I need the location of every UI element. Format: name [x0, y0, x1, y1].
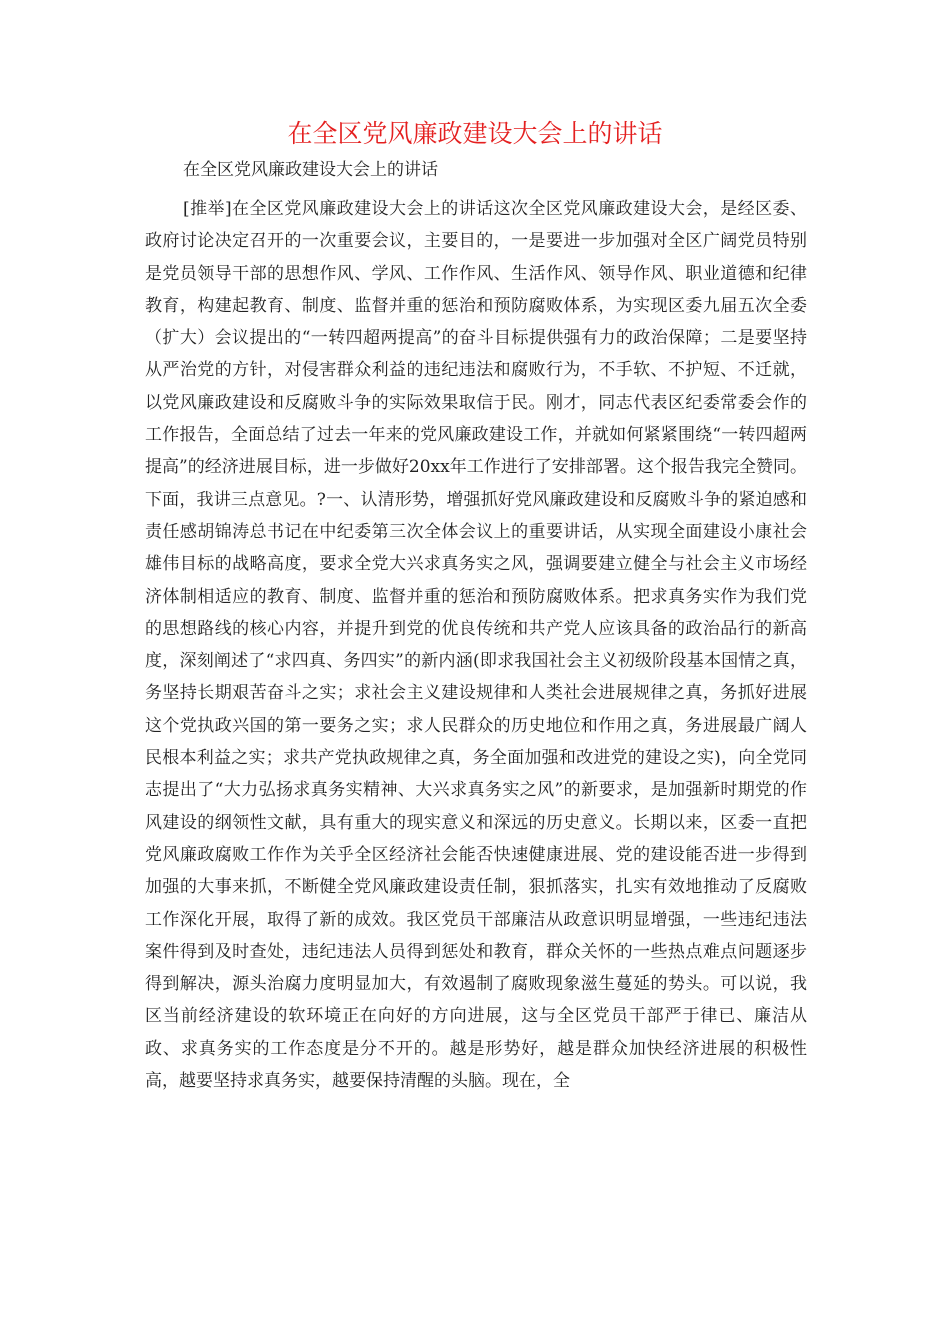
document-title: 在全区党风廉政建设大会上的讲话 — [287, 119, 663, 148]
document-subtitle: 在全区党风廉政建设大会上的讲话 — [183, 160, 438, 180]
document-body-paragraph: [推举]在全区党风廉政建设大会上的讲话这次全区党风廉政建设大会，是经区委、政府讨论决定召开的一次重要会议，主要目的，一是要进一步加强对全区广阔党员特别是党员领导干部的思想作风、学风、工作作风、生活作风、领导作风、职业道德和纪律教育，构建起教育、制度、监督并重的惩治和预防腐败体系，为实现区委九届五次全委（扩大）会议提出的“一转四超两提高”的奋斗目标提供强有力的政治保障；二是要坚持从严治党的方针，对侵害群众利益的违纪违法和腐败行为，不手软、不护短、不迁就，以党风廉政建设和反腐败斗争的实际效果取信于民。刚才，同志代表区纪委常委会作的工作报告，全面总结了过去一年来的党风廉政建设工作，并就如何紧紧围绕“一转四超两提高”的经济进展目标，进一步做好20xx年工作进行了安排部署。这个报告我完全赞同。下面，我讲三点意见。?一、认清形势，增强抓好党风廉政建设和反腐败斗争的紧迫感和责任感胡锦涛总书记在中纪委第三次全体会议上的重要讲话，从实现全面建设小康社会雄伟目标的战略高度，要求全党大兴求真务实之风，强调要建立健全与社会主义市场经济体制相适应的教育、制度、监督并重的惩治和预防腐败体系。把求真务实作为我们党的思想路线的核心内容，并提升到党的优良传统和共产党人应该具备的政治品行的新高度，深刻阐述了“求四真、务四实”的新内涵(即求我国社会主义初级阶段基本国情之真，务坚持长期艰苦奋斗之实；求社会主义建设规律和人类社会进展规律之真，务抓好进展这个党执政兴国的第一要务之实；求人民群众的历史地位和作用之真，务进展最广阔人民根本利益之实；求共产党执政规律之真，务全面加强和改进党的建设之实)，向全党同志提出了“大力弘扬求真务实精神、大兴求真务实之风”的新要求，是加强新时期党的作风建设的纲领性文献，具有重大的现实意义和深远的历史意义。长期以来，区委一直把党风廉政腐败工作作为关乎全区经济社会能否快速健康进展、党的建设能否进一步得到加强的大事来抓，不断健全党风廉政建设责任制，狠抓落实，扎实有效地推动了反腐败工作深化开展，取得了新的成效。我区党员干部廉洁从政意识明显增强，一些违纪违法案件得到及时查处，违纪违法人员得到惩处和教育，群众关怀的一些热点难点问题逐步得到解决，源头治腐力度明显加大，有效遏制了腐败现象滋生蔓延的势头。可以说，我区当前经济建设的软环境正在向好的方向进展，这与全区党员干部严于律已、廉洁从政、求真务实的工作态度是分不开的。越是形势好，越是群众加快经济进展的积极性高，越要坚持求真务实，越要保持清醒的头脑。现在，全 — [145, 199, 807, 1092]
